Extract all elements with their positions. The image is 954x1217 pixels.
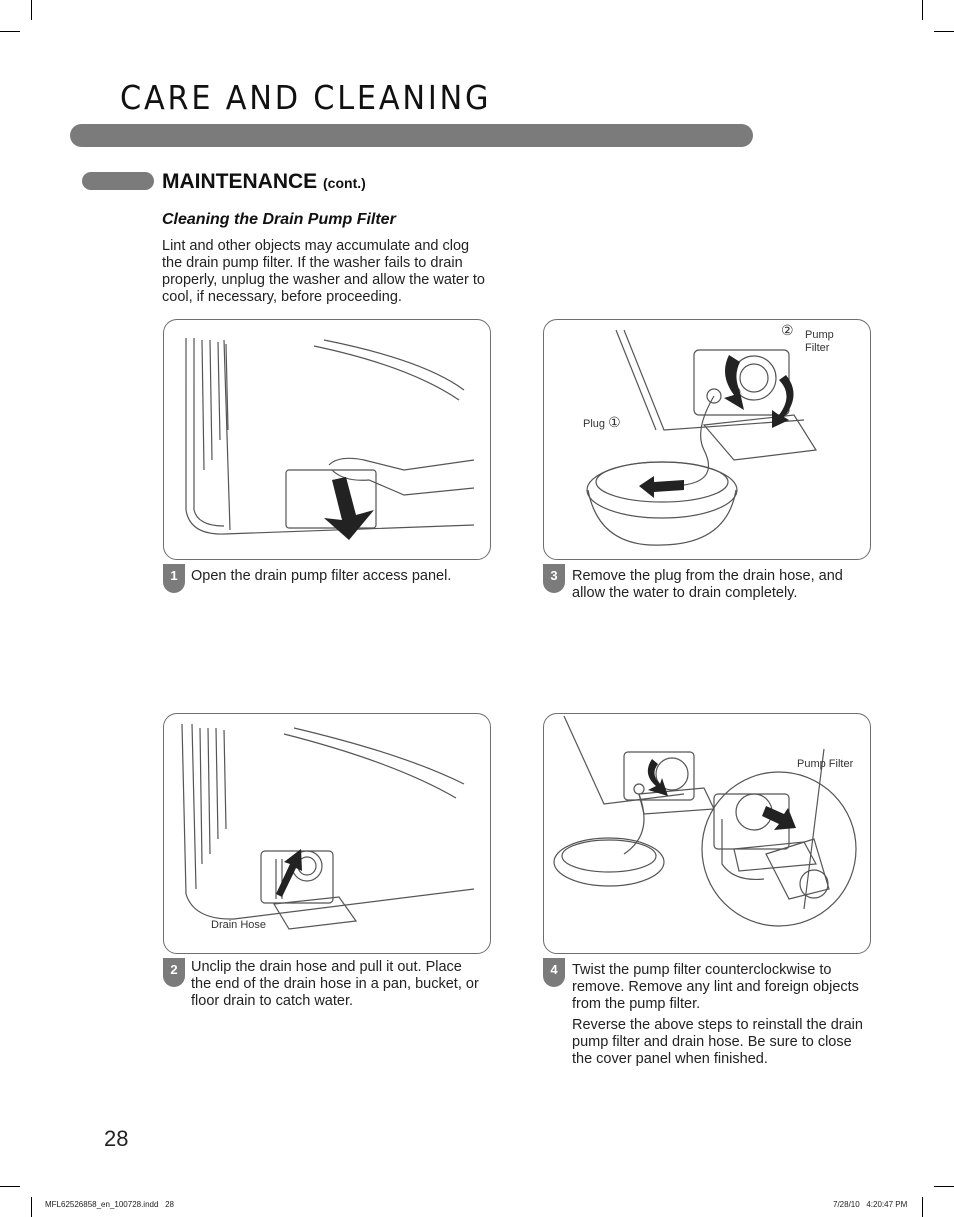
- drain-plug-illustration: [544, 320, 870, 559]
- step-number: 4: [543, 958, 565, 987]
- step-text: Twist the pump filter counterclockwise to remove. Remove any lint and foreign objects from the pump filter.: [572, 962, 859, 1012]
- crop-mark: [922, 0, 923, 20]
- step-number: 1: [163, 564, 185, 593]
- plug-label: [583, 416, 621, 431]
- step1-illustration: [163, 319, 491, 560]
- step2-illustration: [163, 713, 491, 954]
- rotate-arrow-icon: [648, 759, 668, 796]
- crop-mark: [934, 1186, 954, 1187]
- plug-number: ①: [608, 414, 621, 430]
- footer-file: MFL62526858_en_100728.indd 28: [45, 1200, 174, 1209]
- pump-filter-label: [805, 329, 834, 355]
- crop-mark: [31, 0, 32, 20]
- section-heading: [162, 170, 366, 194]
- page-number: 28: [104, 1126, 129, 1151]
- step4-illustration: [543, 713, 871, 954]
- up-arrow-icon: [276, 849, 302, 897]
- step-text-reinstall: Reverse the above steps to reinstall the drain pump filter and drain hose. Be sure to close the cover panel when finished.: [572, 1017, 863, 1067]
- intro-paragraph: Lint and other objects may accumulate and clog the drain pump filter. If the washer fails to drain properly, unplug the washer and allow the water to cool, if necessary, before proceeding.: [162, 238, 485, 305]
- step-number: 2: [163, 958, 185, 987]
- washer-front-illustration: [164, 320, 490, 559]
- section-marker: [82, 172, 154, 190]
- step-text: Remove the plug from the drain hose, and allow the water to drain completely.: [572, 568, 843, 601]
- crop-mark: [922, 1197, 923, 1217]
- step3-illustration: [543, 319, 871, 560]
- page-title: CARE AND CLEANING: [120, 78, 492, 117]
- crop-mark: [934, 31, 954, 32]
- section-heading-suffix: (cont.): [323, 175, 366, 191]
- drain-hose-illustration: [164, 714, 490, 953]
- pump-filter-label-line2: Filter: [805, 342, 830, 354]
- title-divider-bar: [70, 124, 753, 147]
- pull-arrow-icon: [762, 806, 796, 830]
- section-heading-text: MAINTENANCE: [162, 170, 318, 193]
- plug-label-text: Plug: [583, 418, 606, 430]
- pump-filter-removal-illustration: [544, 714, 870, 953]
- crop-mark: [31, 1197, 32, 1217]
- pump-filter-label-4: Pump Filter: [797, 758, 854, 770]
- pump-filter-label-line1: Pump: [805, 329, 834, 341]
- footer-timestamp: 7/28/10 4:20:47 PM: [833, 1200, 908, 1209]
- drain-hose-label: Drain Hose: [211, 919, 267, 931]
- step-text: Open the drain pump filter access panel.: [191, 568, 452, 584]
- crop-mark: [0, 31, 20, 32]
- step-number: 3: [543, 564, 565, 593]
- pump-filter-number: ②: [781, 322, 794, 338]
- subsection-heading: Cleaning the Drain Pump Filter: [162, 211, 396, 228]
- crop-mark: [0, 1186, 20, 1187]
- left-arrow-icon: [639, 476, 684, 498]
- step-text: Unclip the drain hose and pull it out. Place the end of the drain hose in a pan, bucket, or floor drain to catch water.: [191, 959, 479, 1009]
